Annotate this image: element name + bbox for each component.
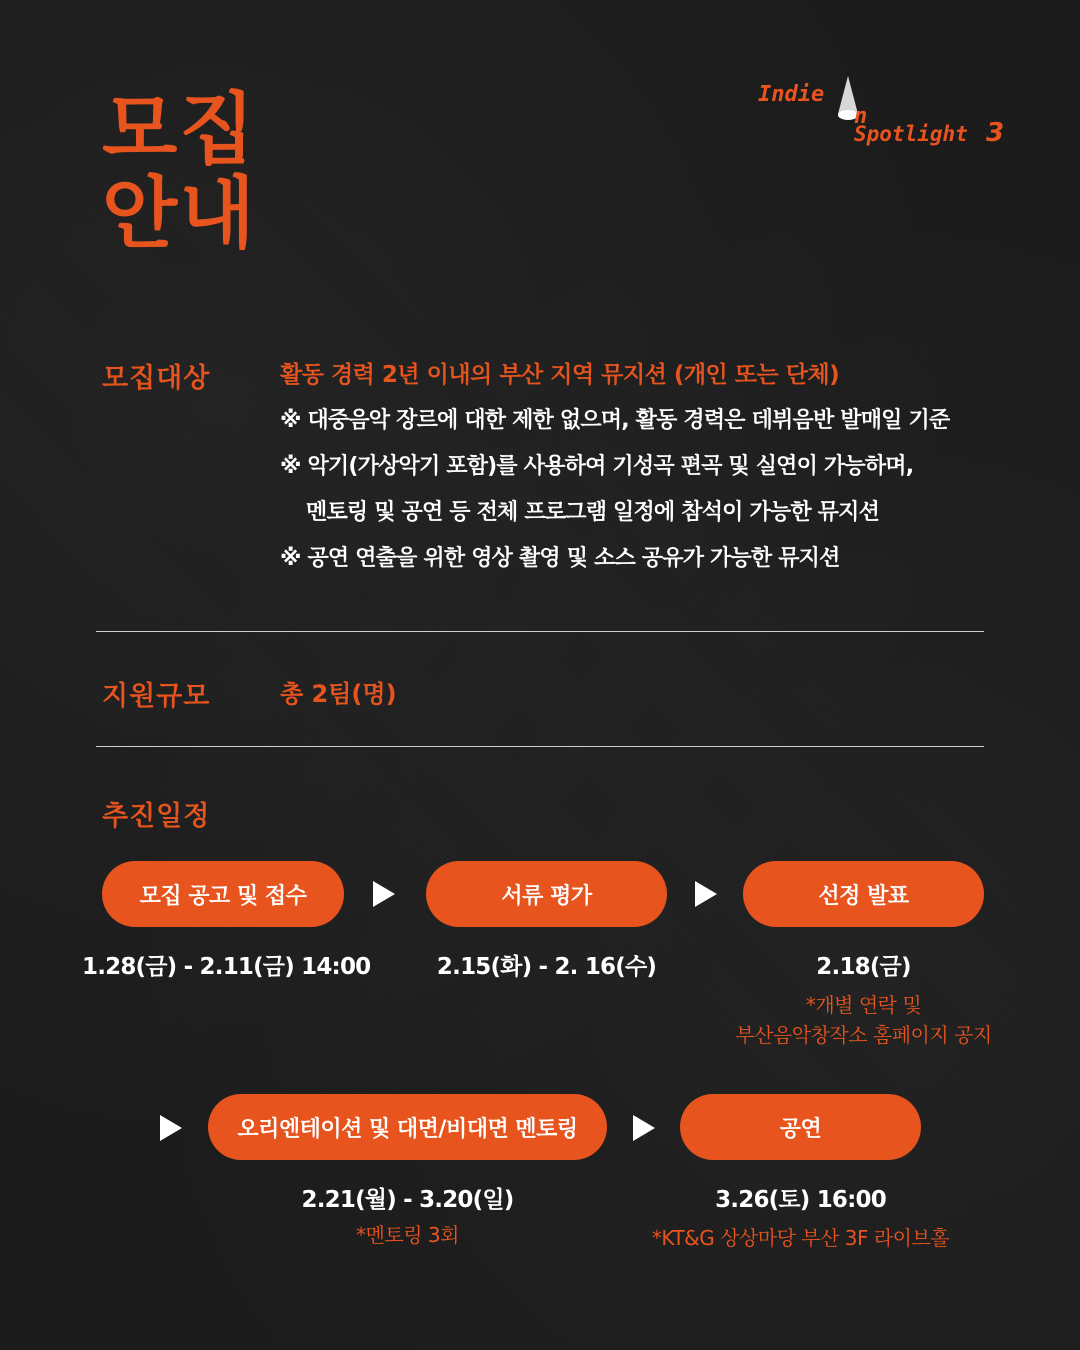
schedule-label: 추진일정 [102,801,211,832]
step-recruit-pill: 모집 공고 및 접수 [102,861,344,927]
step-recruit-date: 1.28(금) - 2.11(금) 14:00 [82,954,371,980]
target-note-4: ※ 공연 연출을 위한 영상 촬영 및 소스 공유가 가능한 뮤지션 [280,546,840,571]
step-announce-note-line-1: *개별 연락 및 [805,993,922,1017]
step-announce-pill: 선정 발표 [743,861,984,927]
arrow-right-icon [633,1115,655,1141]
target-note-1: ※ 대중음악 장르에 대한 제한 없으며, 활동 경력은 데뷔음반 발매일 기준 [280,408,950,433]
step-performance-pill: 공연 [680,1094,921,1160]
title-line-1: 모집 [102,85,257,175]
step-announce-date: 2.18(금) [816,954,911,980]
arrow-right-icon [160,1115,182,1141]
divider-1 [96,631,984,632]
step-performance-date: 3.26(토) 16:00 [715,1187,886,1213]
logo-text-on: n [854,104,868,129]
step-mentoring-date: 2.21(월) - 3.20(일) [301,1187,514,1213]
step-review-date: 2.15(화) - 2. 16(수) [436,954,657,980]
indie-on-spotlight-logo [758,74,1008,154]
logo-text-spotlight: Spotlight [854,122,968,146]
arrow-right-icon [373,881,395,907]
logo-number: 3 [986,118,1005,148]
divider-2 [96,746,984,747]
step-announce-note [713,990,1014,1050]
page-title [102,85,257,259]
step-review-pill: 서류 평가 [426,861,667,927]
target-note-2: ※ 악기(가상악기 포함)를 사용하여 기성곡 편곡 및 실연이 가능하며, [280,454,914,479]
target-headline: 활동 경력 2년 이내의 부산 지역 뮤지션 (개인 또는 단체) [280,362,840,388]
logo-text-indie: Indie [758,82,825,107]
step-announce-note-line-2: 부산음악창작소 홈페이지 공지 [735,1023,992,1047]
arrow-right-icon [695,881,717,907]
support-label: 지원규모 [102,681,211,712]
step-performance-note: *KT&G 상상마당 부산 3F 라이브홀 [651,1226,950,1250]
step-mentoring-pill: 오리엔테이션 및 대면/비대면 멘토링 [208,1094,607,1160]
target-note-3: 멘토링 및 공연 등 전체 프로그램 일정에 참석이 가능한 뮤지션 [306,500,880,525]
title-line-2: 안내 [102,169,257,259]
step-mentoring-note: *멘토링 3회 [356,1223,459,1247]
support-value: 총 2팀(명) [280,680,397,708]
target-label: 모집대상 [102,363,211,394]
